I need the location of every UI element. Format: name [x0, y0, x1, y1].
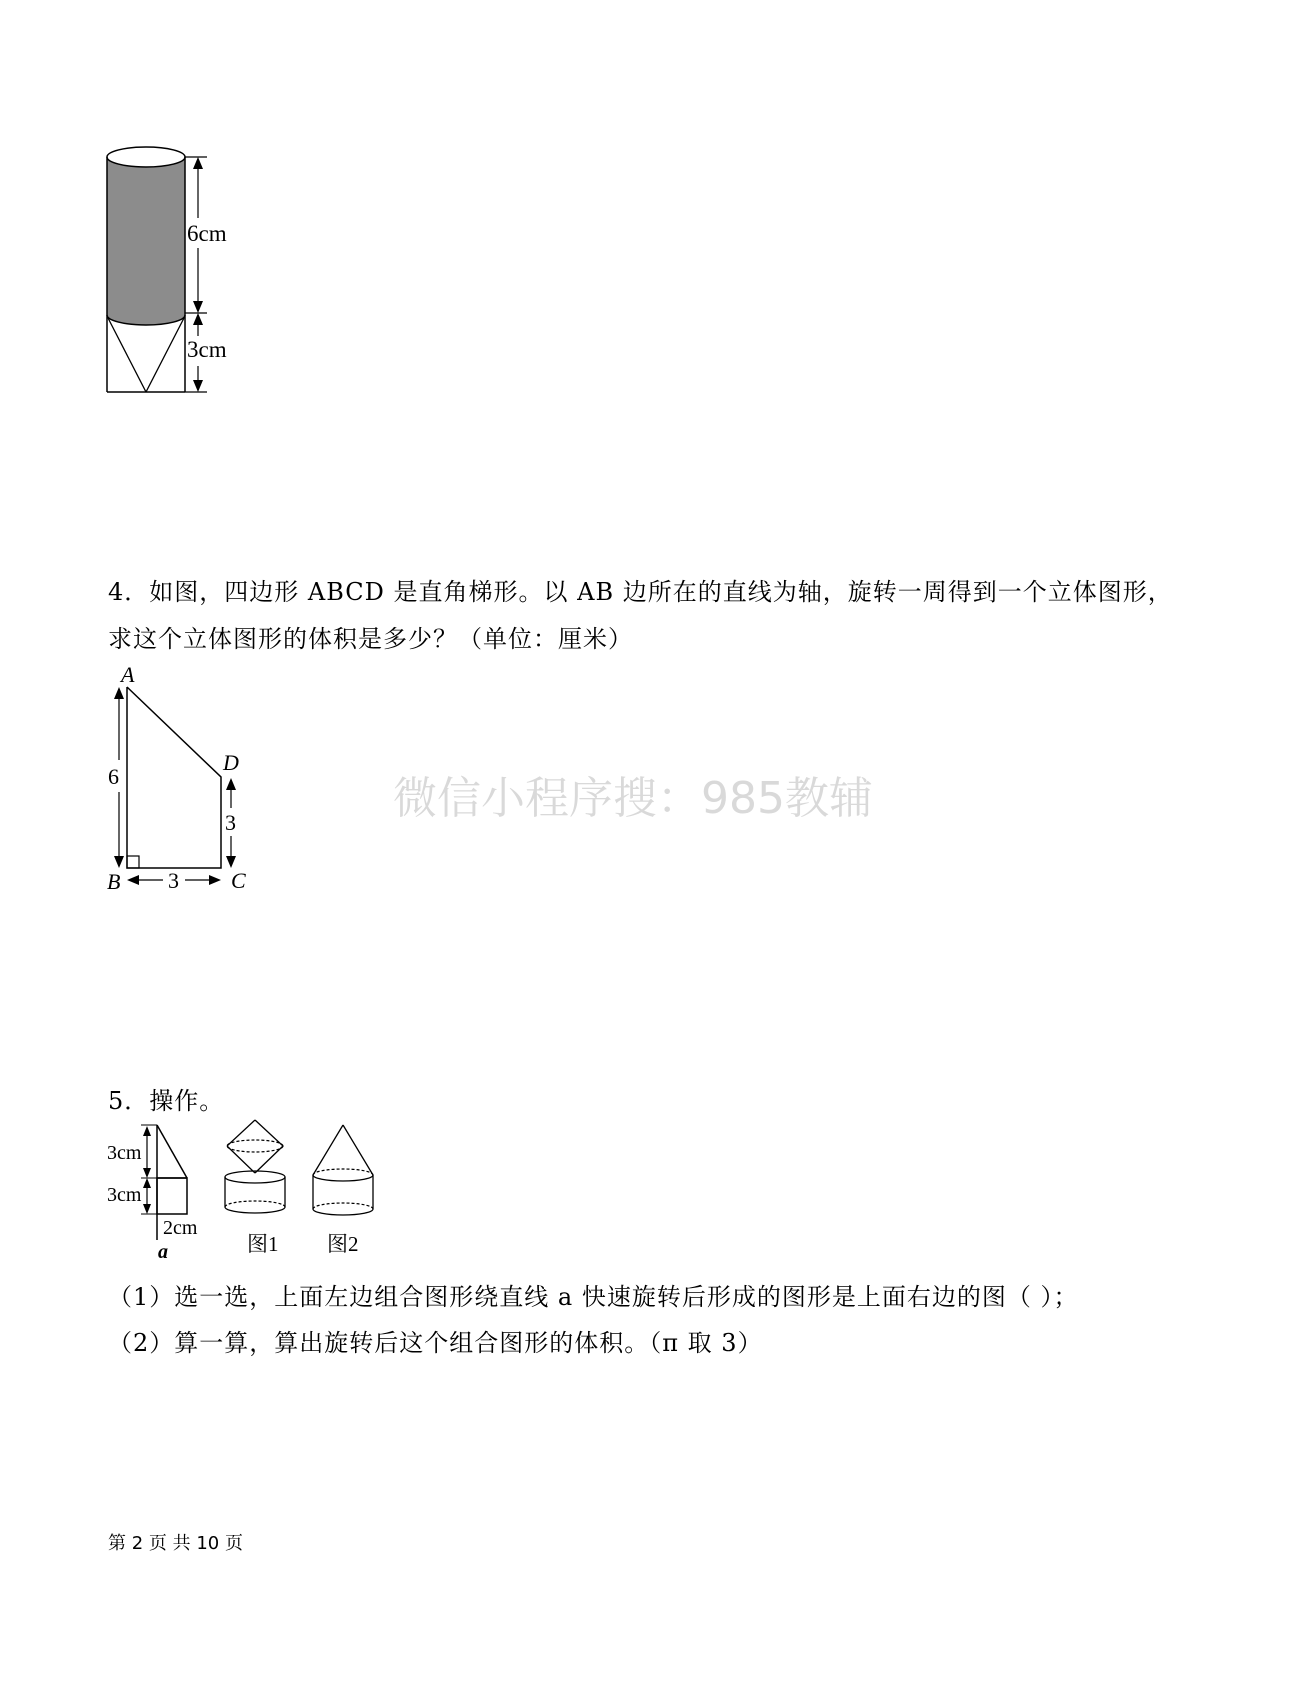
vertex-c-label: C — [231, 868, 246, 893]
question-5-part1: （1）选一选，上面左边组合图形绕直线 a 快速旋转后形成的图形是上面右边的图（ ）； — [108, 1283, 1079, 1311]
vertex-d-label: D — [223, 750, 239, 775]
trapezoid-abcd — [127, 687, 221, 868]
caption-figure-1: 图1 — [247, 1232, 279, 1256]
label-ab: 6 — [108, 764, 119, 789]
label-3cm: 3cm — [187, 337, 227, 362]
cone-right-edge — [146, 318, 184, 392]
caption-figure-2: 图2 — [327, 1232, 359, 1256]
page-footer: 第 2 页 共 10 页 — [108, 1533, 243, 1554]
watermark: 微信小程序搜：985教辅 — [393, 773, 873, 824]
label-bc: 3 — [168, 868, 179, 893]
right-angle-marker — [127, 856, 139, 868]
cone-left-edge — [108, 318, 146, 392]
trapezoid-figure — [95, 660, 265, 900]
cylinder-top-ellipse — [107, 147, 185, 167]
label-dc: 3 — [225, 810, 236, 835]
cylinder-cone-figure — [95, 140, 255, 415]
label-6cm: 6cm — [187, 221, 227, 246]
shaded-region — [107, 157, 185, 325]
figure-1 — [225, 1120, 285, 1213]
question-4-line2: 求这个立体图形的体积是多少？（单位：厘米） — [108, 625, 633, 653]
vertex-b-label: B — [107, 869, 121, 894]
triangle-hypotenuse — [157, 1125, 187, 1178]
composite-figure — [95, 1115, 395, 1265]
label-top-3cm: 3cm — [107, 1142, 142, 1164]
figure-2 — [313, 1125, 373, 1215]
label-bottom-3cm: 3cm — [107, 1184, 142, 1206]
rectangle — [157, 1178, 187, 1214]
axis-label-a: a — [158, 1241, 168, 1263]
label-2cm: 2cm — [163, 1217, 198, 1239]
question-4-line1: 4．如图，四边形 ABCD 是直角梯形。以 AB 边所在的直线为轴，旋转一周得到一个立体图形， — [108, 578, 1173, 606]
question-5-title: 5．操作。 — [108, 1087, 225, 1115]
vertex-a-label: A — [121, 662, 135, 687]
question-5-part2: （2）算一算，算出旋转后这个组合图形的体积。（π 取 3） — [108, 1329, 763, 1357]
